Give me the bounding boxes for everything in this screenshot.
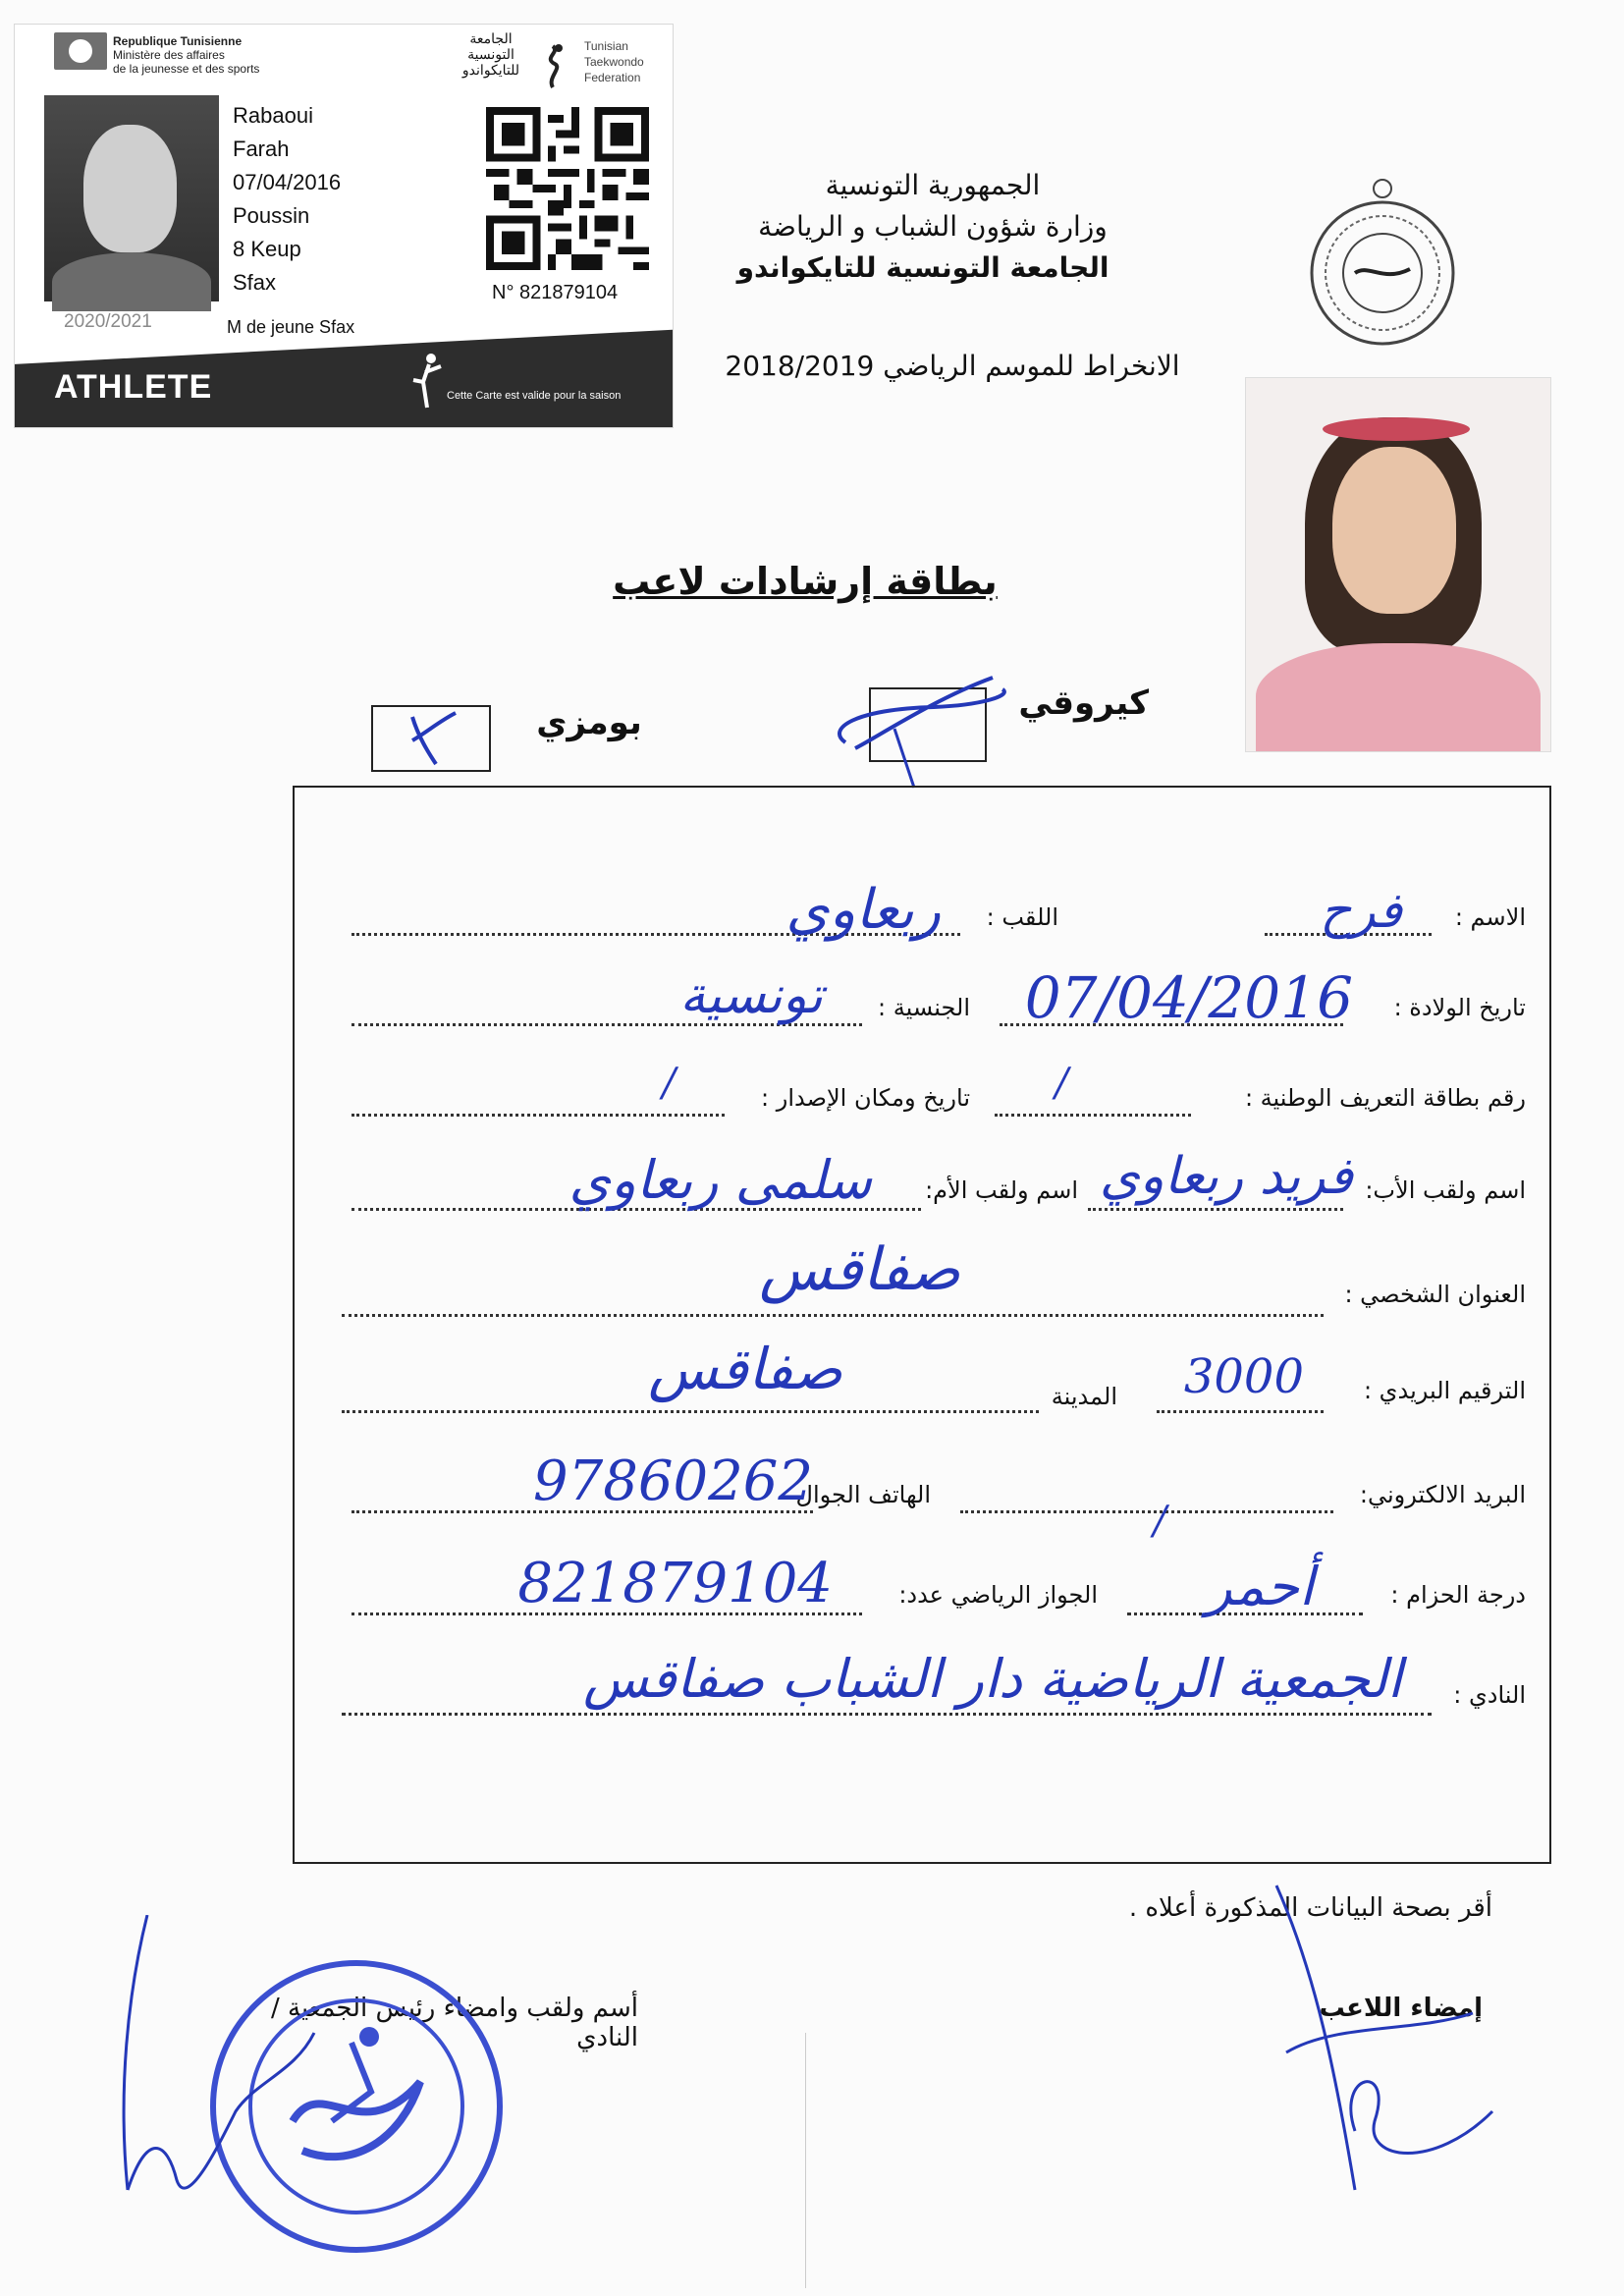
mother-label: اسم ولقب الأم: <box>925 1176 1078 1204</box>
federation-ar-line-2: التونسية <box>467 46 514 62</box>
postal-label: الترقيم البريدي : <box>1363 1377 1526 1404</box>
phone-label: الهاتف الجوال <box>795 1481 931 1508</box>
father-line[interactable] <box>1088 1208 1343 1211</box>
row-id <box>295 1063 1549 1141</box>
club-label: النادي : <box>1453 1681 1526 1709</box>
federation-ar-line-1: الجامعة <box>469 30 513 46</box>
email-value: / <box>1153 1499 1166 1544</box>
card-ministry <box>113 34 259 76</box>
card-number: N° 821879104 <box>492 282 619 303</box>
row-postal <box>295 1336 1549 1440</box>
id-label: رقم بطاقة التعريف الوطنية : <box>1244 1084 1526 1112</box>
card-first-name: Farah <box>233 137 290 161</box>
city-label: المدينة <box>1051 1383 1117 1410</box>
city-line[interactable] <box>342 1410 1039 1413</box>
header-registration: الانخراط للموسم الرياضي 2018/2019 <box>725 350 1180 382</box>
father-label: اسم ولقب الأب: <box>1365 1176 1526 1204</box>
passport-value: 821879104 <box>517 1552 833 1615</box>
player-photo <box>1245 377 1551 752</box>
postal-line[interactable] <box>1157 1410 1324 1413</box>
card-athlete-photo <box>44 95 219 301</box>
card-city: Sfax <box>233 270 277 295</box>
document-title: بطاقة إرشادات لاعب <box>613 560 998 603</box>
tunisia-flag-icon <box>54 32 107 70</box>
player-info-form <box>293 786 1551 1864</box>
federation-stamp-icon <box>1294 177 1471 354</box>
header-federation: الجامعة التونسية للتايكواندو <box>736 251 1110 284</box>
belt-label: درجة الحزام : <box>1390 1581 1526 1609</box>
ministry-line-1: Republique Tunisienne <box>113 34 243 48</box>
card-season: 2020/2021 <box>64 311 152 332</box>
birth-label: تاريخ الولادة : <box>1393 994 1526 1021</box>
player-signature-icon <box>1257 1876 1512 2200</box>
row-belt <box>295 1552 1549 1642</box>
player-signature-label: إمضاء اللاعب <box>1319 1994 1483 2023</box>
federation-en-line-3: Federation <box>584 71 641 84</box>
surname-label: اللقب : <box>986 903 1058 931</box>
issue-line[interactable] <box>352 1114 725 1117</box>
athlete-card <box>14 24 674 428</box>
surname-value: ربعاوي <box>785 878 941 942</box>
name-label: الاسم : <box>1454 903 1526 931</box>
row-contact <box>295 1449 1549 1544</box>
birth-value: 07/04/2016 <box>1024 964 1353 1031</box>
card-club: M de jeune Sfax <box>227 317 355 337</box>
header-republic: الجمهورية التونسية <box>825 169 1041 201</box>
address-line[interactable] <box>342 1314 1324 1317</box>
issue-label: تاريخ ومكان الإصدار : <box>761 1084 970 1112</box>
card-validity: Cette Carte est valide pour la saison <box>447 390 622 402</box>
father-value: فريد ربعاوي <box>1099 1147 1353 1206</box>
address-value: صفاقس <box>759 1235 960 1304</box>
ministry-line-2: Ministère des affaires <box>113 48 225 62</box>
kyorugi-checkbox[interactable] <box>869 687 987 762</box>
card-federation-ar <box>437 30 545 78</box>
footer-divider <box>805 2033 807 2288</box>
card-birth-date: 07/04/2016 <box>233 170 342 194</box>
issue-value: / <box>662 1061 676 1106</box>
row-birth <box>295 964 1549 1053</box>
kicking-athlete-icon <box>409 353 445 411</box>
card-grade: 8 Keup <box>233 237 301 261</box>
nationality-label: الجنسية : <box>878 994 970 1021</box>
id-value: / <box>1055 1061 1068 1106</box>
passport-label: الجواز الرياضي عدد: <box>898 1581 1098 1609</box>
card-athlete-info <box>233 99 341 300</box>
city-value: صفاقس <box>648 1336 842 1402</box>
president-signature-icon <box>108 1915 324 2210</box>
kyorugi-label: كيروقي <box>1018 683 1149 723</box>
cross-mark-icon <box>816 670 1052 797</box>
phone-value: 97860262 <box>532 1449 813 1513</box>
ministry-line-3: de la jeunesse et des sports <box>113 62 260 76</box>
belt-value: أحمر <box>1206 1556 1314 1617</box>
federation-en-line-2: Taekwondo <box>584 55 644 69</box>
club-value: الجمعية الرياضية دار الشباب صفاقس <box>583 1648 1402 1710</box>
check-mark-icon <box>373 707 489 770</box>
card-role: ATHLETE <box>54 368 213 406</box>
name-value: فرح <box>1320 882 1402 939</box>
row-club <box>295 1648 1549 1740</box>
email-label: البريد الالكتروني: <box>1359 1481 1526 1508</box>
card-federation-en <box>584 38 644 85</box>
poomsae-label: بومزي <box>536 703 642 742</box>
row-address <box>295 1235 1549 1343</box>
address-label: العنوان الشخصي : <box>1344 1281 1526 1308</box>
row-name <box>295 878 1549 964</box>
row-parents <box>295 1147 1549 1239</box>
certification-text: أقر بصحة البيانات المذكورة أعلاه . <box>1128 1893 1492 1923</box>
email-line[interactable] <box>960 1510 1333 1513</box>
federation-en-line-1: Tunisian <box>584 39 628 53</box>
postal-value: 3000 <box>1183 1349 1304 1404</box>
president-signature-label: أسم ولقب وامضاء رئيس الجمعية / النادي <box>270 1994 638 2052</box>
card-category: Poussin <box>233 203 310 228</box>
federation-ar-line-3: للتايكواندو <box>461 62 520 78</box>
header-ministry: وزارة شؤون الشباب و الرياضة <box>758 210 1108 243</box>
card-last-name: Rabaoui <box>233 103 313 128</box>
mother-value: سلمى ربعاوي <box>568 1149 872 1211</box>
club-line[interactable] <box>342 1713 1432 1716</box>
taekwondo-logo-icon <box>533 42 572 91</box>
id-line[interactable] <box>995 1114 1191 1117</box>
qr-code-icon <box>486 107 649 270</box>
nationality-value: تونسية <box>679 966 823 1025</box>
poomsae-checkbox[interactable] <box>371 705 491 772</box>
